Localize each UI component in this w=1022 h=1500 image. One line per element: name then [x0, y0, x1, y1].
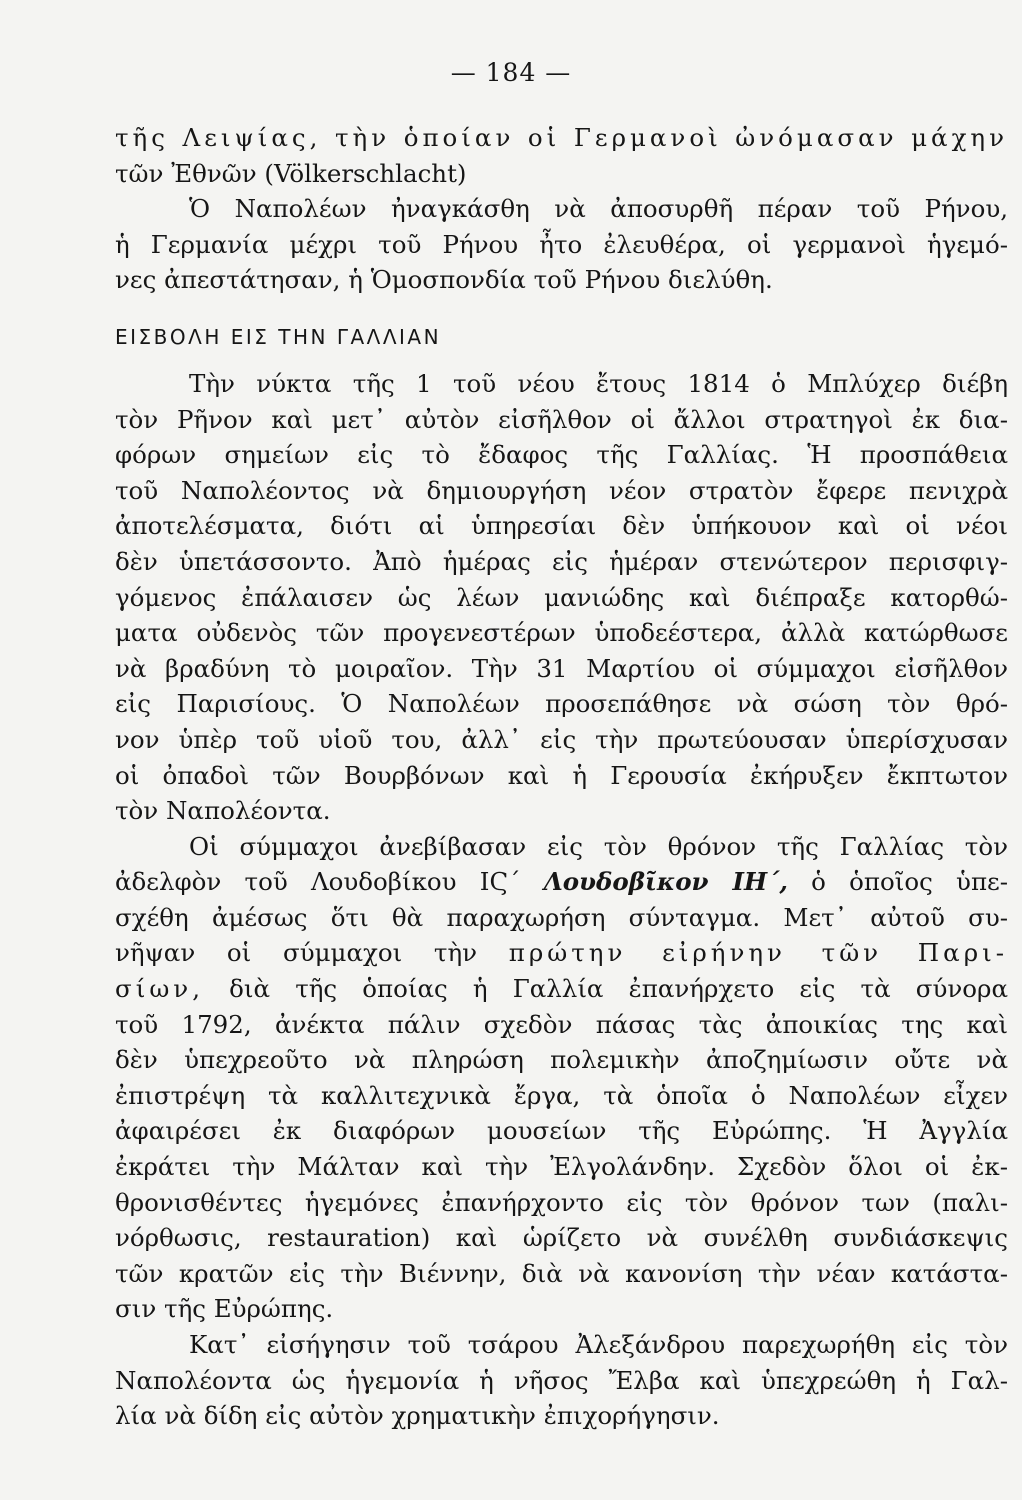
text-line: δὲν ὑπετάσσοντο. Ἀπὸ ἡμέρας εἰς ἡμέραν στενώτερον περισφιγ-: [115, 546, 1008, 576]
emphasized-name: Λουδοβῖκον ΙΗ´,: [543, 867, 788, 897]
text-line: νον ὑπὲρ τοῦ υἱοῦ του, ἀλλ᾽ εἰς τὴν πρωτεύουσαν ὑπερίσχυσαν: [115, 724, 1008, 754]
text-line: τὸν Ρῆνον καὶ μετ᾽ αὐτὸν εἰσῆλθον οἱ ἄλλοι στρατηγοὶ ἐκ δια-: [115, 404, 1008, 434]
text-line: [115, 971, 1008, 1007]
text-line: Ναπολέοντα ὡς ἡγεμονία ἡ νῆσος Ἔλβα καὶ ὑπεχρεώθη ἡ Γαλ-: [115, 1365, 1008, 1395]
text-line: σχέθη ἀμέσως ὅτι θὰ παραχωρήση σύνταγμα. Μετ᾽ αὐτοῦ συ-: [115, 902, 1008, 932]
spaced-phrase: σίων,: [115, 974, 204, 1004]
text-line: τῶν Ἐθνῶν (Völkerschlacht): [115, 158, 467, 188]
spaced-phrase: πρώτην εἰρήνην τῶν Παρι-: [508, 938, 1008, 968]
text-line: εἰς Παρισίους. Ὁ Ναπολέων προσεπάθησε νὰ σώση τὸν θρό-: [115, 689, 1008, 719]
text-line: ἀφαιρέσει ἐκ διαφόρων μουσείων τῆς Εὐρώπης. Ἡ Ἀγγλία: [115, 1116, 1008, 1146]
text-line: ἡ Γερμανία μέχρι τοῦ Ρήνου ἦτο ἐλευθέρα, οἱ γερμανοὶ ἡγεμό-: [115, 229, 1008, 259]
text-line: [115, 935, 1008, 971]
text-line: φόρων σημείων εἰς τὸ ἔδαφος τῆς Γαλλίας. Ἡ προσπάθεια: [115, 440, 1008, 470]
page-body: [115, 120, 1008, 1434]
text-line: σιν τῆς Εὐρώπης.: [115, 1294, 334, 1324]
text-line: λία νὰ δίδη εἰς αὐτὸν χρηματικὴν ἐπιχορήγησιν.: [115, 1401, 720, 1431]
text-line: γόμενος ἐπάλαισεν ὡς λέων μανιώδης καὶ διέπραξε κατορθώ-: [115, 582, 1008, 612]
text-span: ὁ ὁποῖος ὑπε-: [787, 867, 1009, 897]
text-line: νες ἀπεστάτησαν, ἡ Ὁμοσπονδία τοῦ Ρήνου διελύθη.: [115, 265, 773, 295]
text-line: νόρθωσις, restauration) καὶ ὡρίζετο νὰ συνέλθη συνδιάσκεψις: [115, 1223, 1008, 1253]
text-line: Ὁ Ναπολέων ἠναγκάσθη νὰ ἀποσυρθῆ πέραν τοῦ Ρήνου,: [189, 194, 1008, 224]
text-line: οἱ ὀπαδοὶ τῶν Βουρβόνων καὶ ἡ Γερουσία ἐκήρυξεν ἔκπτωτον: [115, 760, 1008, 790]
text-line: τοῦ 1792, ἀνέκτα πάλιν σχεδὸν πάσας τὰς ἀποικίας της καὶ: [115, 1009, 1008, 1039]
text-line: [115, 864, 1008, 900]
text-line: [115, 120, 1008, 156]
text-line: ἐπιστρέψη τὰ καλλιτεχνικὰ ἔργα, τὰ ὁποῖα ὁ Ναπολέων εἶχεν: [115, 1080, 1008, 1110]
text-line: τῶν κρατῶν εἰς τὴν Βιέννην, διὰ νὰ κανονίση τὴν νέαν κατάστα-: [115, 1258, 1008, 1288]
text-line: τοῦ Ναπολέοντος νὰ δημιουργήση νέον στρατὸν ἔφερε πενιχρὰ: [115, 475, 1008, 505]
text-line: Οἱ σύμμαχοι ἀνεβίβασαν εἰς τὸν θρόνον τῆς Γαλλίας τὸν: [189, 831, 1008, 861]
text-line: δὲν ὑπεχρεοῦτο νὰ πληρώση πολεμικὴν ἀποζημίωσιν οὔτε νὰ: [115, 1045, 1008, 1075]
section-heading: ΕΙΣΒΟΛΗ ΕΙΣ ΤΗΝ ΓΑΛΛΙΑΝ: [115, 324, 442, 349]
text-line: Κατ᾽ εἰσήγησιν τοῦ τσάρου Ἀλεξάνδρου παρεχωρήθη εἰς τὸν: [189, 1330, 1008, 1359]
spaced-phrase: τῆς Λειψίας, τὴν ὁποίαν οἱ Γερμανοὶ ὠνόμασαν μάχην: [115, 123, 1008, 152]
text-span: νῆψαν οἱ σύμμαχοι τὴν: [115, 938, 509, 968]
text-span: ἀδελφὸν τοῦ Λουδοβίκου ΙϚ´: [115, 867, 544, 897]
text-line: Τὴν νύκτα τῆς 1 τοῦ νέου ἔτους 1814 ὁ Μπλύχερ διέβη: [189, 368, 1008, 398]
text-span: διὰ τῆς ὁποίας ἡ Γαλλία ἐπανήρχετο εἰς τὰ σύνορα: [204, 974, 1008, 1004]
text-line: τὸν Ναπολέοντα.: [115, 796, 331, 826]
text-line: θρονισθέντες ἡγεμόνες ἐπανήρχοντο εἰς τὸν θρόνον των (παλι-: [115, 1187, 1008, 1217]
text-line: ἐκράτει τὴν Μάλταν καὶ τὴν Ἐλγολάνδην. Σχεδὸν ὅλοι οἱ ἐκ-: [115, 1152, 1008, 1182]
text-line: ἀποτελέσματα, διότι αἱ ὑπηρεσίαι δὲν ὑπήκουον καὶ οἱ νέοι: [115, 511, 1008, 541]
text-line: ματα οὐδενὸς τῶν προγενεστέρων ὑποδεέστερα, ἀλλὰ κατώρθωσε: [115, 618, 1008, 648]
text-line: νὰ βραδύνη τὸ μοιραῖον. Τὴν 31 Μαρτίου οἱ σύμμαχοι εἰσῆλθον: [115, 653, 1008, 683]
page-number: — 184 —: [450, 58, 572, 87]
